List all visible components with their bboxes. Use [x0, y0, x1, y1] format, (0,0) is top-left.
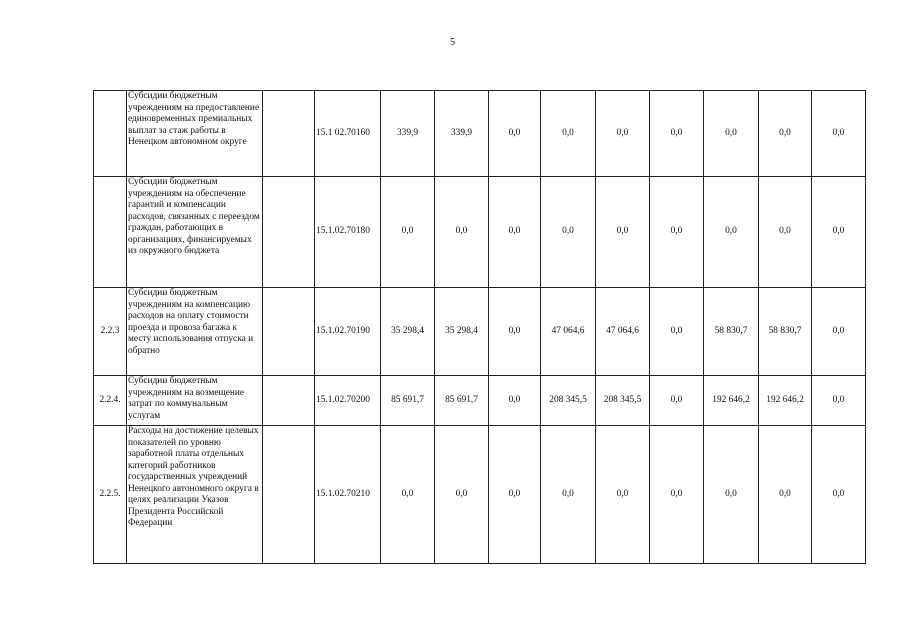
- value-cell: 192 646,2: [759, 376, 812, 426]
- value-cell: 0,0: [596, 426, 650, 564]
- value-cell: 0,0: [381, 177, 435, 288]
- value-cell: 35 298,4: [381, 288, 435, 376]
- value-cell: 339,9: [381, 91, 435, 177]
- row-code: 15.1.02.70210: [315, 426, 381, 564]
- value-cell: 0,0: [650, 376, 704, 426]
- row-number: [94, 91, 127, 177]
- row-extra-cell: [263, 91, 315, 177]
- value-cell: 58 830,7: [759, 288, 812, 376]
- value-cell: 0,0: [650, 426, 704, 564]
- value-cell: 0,0: [541, 177, 596, 288]
- row-code: 15.1.02.70190: [315, 288, 381, 376]
- value-cell: 0,0: [704, 177, 759, 288]
- row-extra-cell: [263, 288, 315, 376]
- row-name: Субсидии бюджетным учреждениям на компенсацию расходов на оплату стоимости проезда и провоза багажа к месту использования отпуска и обратно: [127, 288, 263, 376]
- value-cell: 0,0: [489, 426, 541, 564]
- value-cell: 0,0: [541, 91, 596, 177]
- table-row: [94, 376, 866, 426]
- value-cell: 0,0: [489, 288, 541, 376]
- table-row: [94, 91, 866, 177]
- value-cell: 0,0: [812, 288, 866, 376]
- value-cell: 0,0: [650, 91, 704, 177]
- value-cell: 35 298,4: [435, 288, 489, 376]
- table-row: [94, 426, 866, 564]
- value-cell: 0,0: [381, 426, 435, 564]
- value-cell: 58 830,7: [704, 288, 759, 376]
- row-extra-cell: [263, 426, 315, 564]
- value-cell: 0,0: [812, 177, 866, 288]
- value-cell: 0,0: [759, 91, 812, 177]
- row-code: 15.1.02.70180: [315, 177, 381, 288]
- value-cell: 0,0: [596, 177, 650, 288]
- value-cell: 47 064,6: [596, 288, 650, 376]
- value-cell: 208 345,5: [541, 376, 596, 426]
- value-cell: 0,0: [435, 426, 489, 564]
- row-number: 2.2.3: [94, 288, 127, 376]
- table-row: [94, 288, 866, 376]
- value-cell: 0,0: [759, 177, 812, 288]
- row-number: [94, 177, 127, 288]
- value-cell: 47 064,6: [541, 288, 596, 376]
- value-cell: 0,0: [489, 177, 541, 288]
- value-cell: 339,9: [435, 91, 489, 177]
- row-name: Субсидии бюджетным учреждениям на предоставление единовременных премиальных выплат за стаж работы в Ненецком автономном округе: [127, 91, 263, 177]
- table-row: [94, 177, 866, 288]
- value-cell: 0,0: [489, 376, 541, 426]
- value-cell: 0,0: [650, 177, 704, 288]
- row-code: 15.1.02.70200: [315, 376, 381, 426]
- row-extra-cell: [263, 177, 315, 288]
- value-cell: 0,0: [812, 376, 866, 426]
- value-cell: 85 691,7: [381, 376, 435, 426]
- value-cell: 0,0: [489, 91, 541, 177]
- page-number: 5: [450, 37, 455, 48]
- row-name: Расходы на достижение целевых показателей по уровню заработной платы отдельных категорий работников государственных учреждений Ненецкого автономного округа в целях реализации Указов Президента Российской Федерации: [127, 426, 263, 564]
- value-cell: 192 646,2: [704, 376, 759, 426]
- value-cell: 0,0: [541, 426, 596, 564]
- row-extra-cell: [263, 376, 315, 426]
- value-cell: 0,0: [759, 426, 812, 564]
- row-number: 2.2.5.: [94, 426, 127, 564]
- value-cell: 0,0: [704, 426, 759, 564]
- budget-table: [93, 90, 866, 564]
- value-cell: 85 691,7: [435, 376, 489, 426]
- value-cell: 0,0: [650, 288, 704, 376]
- row-name: Субсидии бюджетным учреждениям на обеспечение гарантий и компенсации расходов, связанных с переездом граждан, работающих в организациях, финансируемых из окружного бюджета: [127, 177, 263, 288]
- row-number: 2.2.4.: [94, 376, 127, 426]
- value-cell: 208 345,5: [596, 376, 650, 426]
- value-cell: 0,0: [704, 91, 759, 177]
- value-cell: 0,0: [596, 91, 650, 177]
- value-cell: 0,0: [812, 91, 866, 177]
- row-code: 15.1 02.70160: [315, 91, 381, 177]
- value-cell: 0,0: [812, 426, 866, 564]
- row-name: Субсидии бюджетным учреждениям на возмещение затрат по коммунальным услугам: [127, 376, 263, 426]
- value-cell: 0,0: [435, 177, 489, 288]
